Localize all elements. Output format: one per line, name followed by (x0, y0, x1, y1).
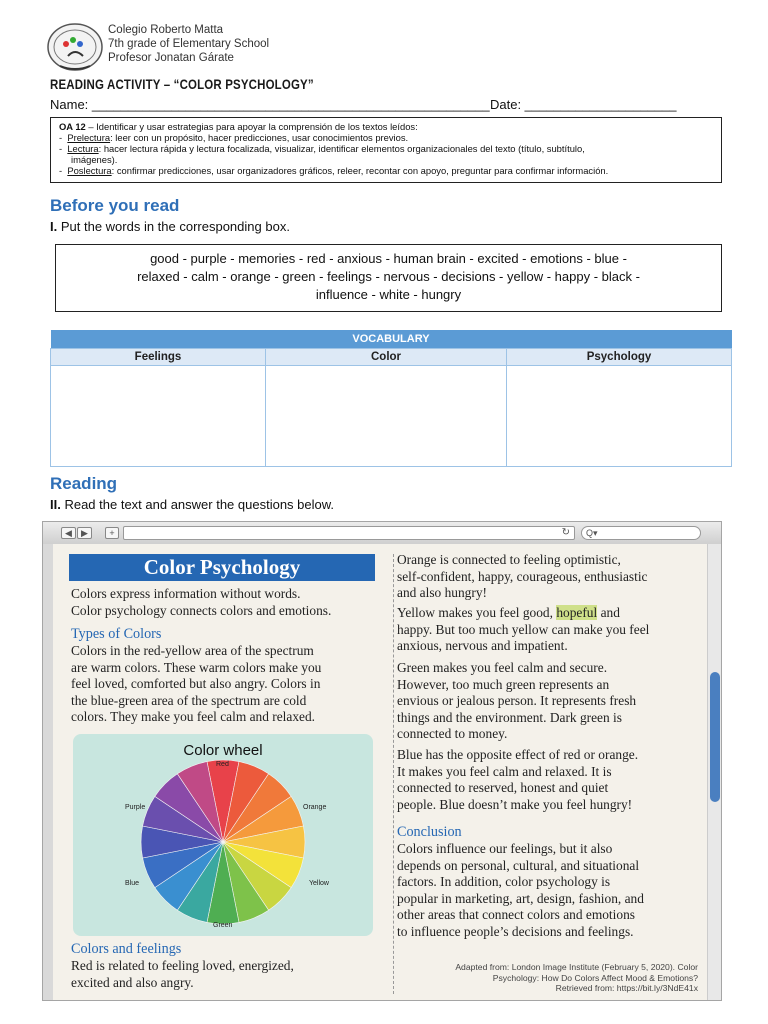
text-line: Blue has the opposite effect of red or orange. (397, 747, 639, 762)
browser-window (42, 521, 722, 1001)
word-bank-line: relaxed - calm - orange - green - feelings - nervous - decisions - yellow - happy - black - (137, 269, 640, 284)
objective-item (59, 154, 713, 165)
school-name: Colegio Roberto Matta (108, 24, 224, 36)
text-line: Orange is connected to feeling optimistic, (397, 552, 621, 567)
text-line (397, 605, 649, 622)
instruction-number: I. (50, 219, 58, 234)
conclusion-text (397, 841, 644, 941)
objective-item: - Poslectura: confirmar predicciones, usar organizadores gráficos, releer, recontar con apoyo, preguntar para confirmar información. (59, 165, 609, 176)
activity-title: READING ACTIVITY – “COLOR PSYCHOLOGY” (50, 76, 314, 92)
text-line: factors. In addition, color psychology is (397, 874, 611, 890)
wheel-label-blue: Blue (125, 880, 140, 887)
text-line: Psychology: How Do Colors Affect Mood & Emotions? (492, 972, 698, 983)
color-wheel-figure (73, 734, 373, 936)
wheel-label-orange: Orange (303, 804, 327, 811)
instruction-number: II. (50, 497, 61, 512)
article-title: Color Psychology (69, 554, 375, 581)
text-line: Color psychology connects colors and emotions. (71, 602, 332, 618)
name-field[interactable]: Name: _______________________________________________________ (50, 97, 490, 112)
text-line: It makes you feel calm and relaxed. It is (397, 763, 612, 779)
color-wheel-slices (141, 760, 305, 924)
text-line: other areas that connect colors and emotions (397, 907, 635, 923)
text-line: feel loved, comforted but also angry. Colors in (71, 676, 321, 692)
text-line: depends on personal, cultural, and situational (397, 857, 640, 873)
wheel-label-red: Red (216, 761, 229, 768)
text-span: and (597, 605, 620, 620)
word-bank-line: good - purple - memories - red - anxious - human brain - excited - emotions - blue - (150, 251, 627, 266)
feelings-cell[interactable] (51, 366, 266, 467)
text-line: happy. But too much yellow can make you feel (397, 621, 650, 637)
objective-item-text: : leer con un propósito, hacer predicciones, usar conocimientos previos. (110, 132, 409, 143)
text-line: Colors influence our feelings, but it also (397, 841, 613, 856)
word-bank-line: influence - white - hungry (315, 287, 462, 302)
before-instruction (50, 219, 290, 234)
objective-item-text: : hacer lectura rápida y lectura focalizada, visualizar, identificar elementos organizacionales del texto (título, subtítulo, (98, 143, 585, 154)
forward-button[interactable]: ▶ (77, 527, 92, 539)
school-logo (46, 22, 104, 72)
wheel-label-purple: Purple (125, 804, 146, 811)
objectives-box (50, 117, 722, 183)
wheel-label-green: Green (213, 922, 233, 929)
scrollbar[interactable] (707, 544, 721, 1000)
instruction-text: Read the text and answer the questions below. (60, 497, 335, 512)
text-line: Colors express information without words. (71, 586, 301, 601)
intro-text (71, 586, 331, 619)
article-page (53, 544, 711, 1000)
vocabulary-table (50, 330, 732, 467)
browser-toolbar (43, 522, 721, 544)
reload-icon[interactable]: ↻ (561, 527, 570, 538)
orange-text (397, 552, 648, 602)
word-bank (55, 244, 722, 312)
grade-label: 7th grade of Elementary School (108, 38, 270, 50)
new-tab-button[interactable]: + (105, 527, 119, 539)
objective-item: - Lectura: hacer lectura rápida y lectura focalizada, visualizar, identificar elementos organizacionales del texto (título, subtítulo, (59, 143, 585, 154)
objective-item: - Prelectura: leer con un propósito, hacer predicciones, usar conocimientos previos. (59, 132, 409, 143)
instruction-text: Put the words in the corresponding box. (57, 219, 290, 234)
vocabulary-title: VOCABULARY (51, 330, 732, 349)
column-divider (393, 554, 394, 994)
text-line: Green makes you feel calm and secure. (397, 660, 608, 675)
wheel-label-yellow: Yellow (309, 880, 329, 887)
text-line: and also hungry! (397, 585, 487, 601)
text-line: anxious, nervous and impatient. (397, 638, 568, 654)
text-line: colors. They make you feel calm and relaxed. (71, 709, 316, 725)
teacher-name: Profesor Jonatan Gárate (108, 52, 234, 64)
feelings-heading: Colors and feelings (71, 941, 182, 957)
before-heading: Before you read (50, 196, 180, 215)
color-wheel-title: Color wheel (183, 742, 263, 759)
text-line: to influence people’s decisions and feelings. (397, 923, 634, 939)
yellow-text (397, 605, 649, 655)
objective-item-label: Lectura (67, 143, 99, 154)
types-heading: Types of Colors (71, 626, 162, 642)
psychology-cell[interactable] (507, 366, 732, 467)
search-field[interactable]: Q▾ (581, 526, 701, 540)
highlighted-word: hopeful (556, 605, 598, 620)
text-line: excited and also angry. (71, 974, 194, 990)
conclusion-heading: Conclusion (397, 824, 462, 840)
types-text (71, 643, 321, 726)
text-line: Colors in the red-yellow area of the spectrum (71, 643, 314, 658)
reading-instruction (50, 497, 334, 512)
text-line: Red is related to feeling loved, energized, (71, 958, 294, 973)
text-line: connected to money. (397, 726, 508, 742)
column-header-psychology: Psychology (507, 349, 732, 366)
text-line: self-confident, happy, courageous, enthusiastic (397, 568, 648, 584)
date-field[interactable]: Date: _____________________ (490, 97, 677, 112)
color-cell[interactable] (266, 366, 507, 467)
text-line: things and the environment. Dark green is (397, 709, 622, 725)
objective-item-text: : confirmar predicciones, usar organizadores gráficos, releer, recontar con apoyo, preguntar para confirmar información. (111, 165, 609, 176)
reading-heading: Reading (50, 474, 118, 493)
objective-item-label: Poslectura (67, 165, 112, 176)
objective-item-label: Prelectura (67, 132, 111, 143)
text-line: are warm colors. These warm colors make you (71, 659, 322, 675)
text-line: Retrieved from: https://bit.ly/3NdE41x (555, 983, 698, 993)
text-span: Yellow makes you feel good, (397, 605, 557, 620)
source-credit (393, 962, 698, 994)
text-line: envious or jealous person. It represents fresh (397, 693, 637, 709)
objective-intro-text: – Identificar y usar estrategias para apoyar la comprensión de los textos leídos: (85, 121, 418, 132)
text-line: However, too much green represents an (397, 676, 610, 692)
objective-code: OA 12 (59, 121, 86, 132)
feelings-text (71, 958, 294, 991)
text-line: people. Blue doesn’t make you feel hungry! (397, 796, 633, 812)
objective-item-text: imágenes). (71, 154, 118, 165)
text-line: popular in marketing, art, design, fashion, and (397, 890, 644, 906)
text-line: Adapted from: London Image Institute (February 5, 2020). Color (455, 962, 698, 972)
green-text (397, 660, 636, 743)
blue-text (397, 747, 638, 813)
back-button[interactable]: ◀ (61, 527, 76, 539)
address-bar[interactable] (123, 526, 575, 540)
objective-intro (59, 121, 713, 132)
column-header-color: Color (266, 349, 507, 366)
text-line: the blue-green area of the spectrum are cold (71, 692, 307, 708)
text-line: connected to reserved, honest and quiet (397, 780, 609, 796)
column-header-feelings: Feelings (51, 349, 266, 366)
scrollbar-thumb[interactable] (710, 672, 720, 802)
